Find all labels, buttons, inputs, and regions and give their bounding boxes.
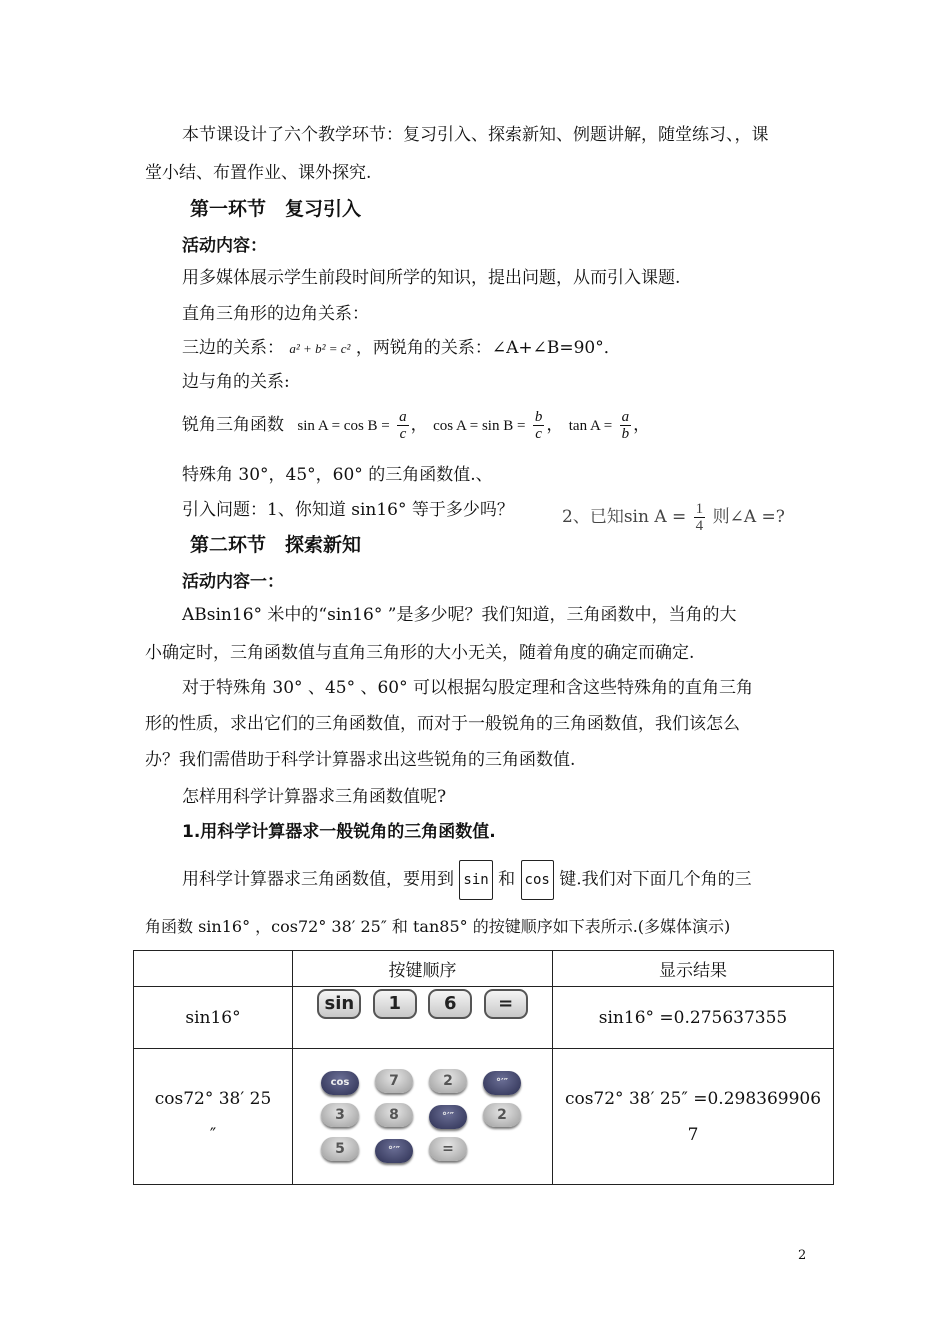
question2-suffix: 则∠A =? [712, 507, 785, 527]
equals-key: = [429, 1137, 467, 1161]
question2-numerator: 1 [695, 501, 704, 517]
row1-expression: sin16° [134, 987, 293, 1049]
question2-denominator: 4 [695, 518, 704, 534]
sides-label: 三边的关系： [182, 338, 284, 358]
section2-p2-line3: 办？我们需借助于科学计算器求出这些锐角的三角函数值. [145, 750, 576, 770]
intro-line-1: 本节课设计了六个教学环节：复习引入、探索新知、例题讲解，随堂练习、，课 [182, 125, 769, 145]
keys-sentence [182, 860, 752, 900]
digit-3-key: 3 [321, 1103, 359, 1127]
relations-heading: 直角三角形的边角关系： [182, 304, 369, 324]
row2-result-line1: cos72° 38′ 25″ =0.298369906 [564, 1088, 822, 1109]
section2-question: 怎样用科学计算器求三角函数值呢? [182, 787, 447, 807]
question2-fraction [694, 501, 706, 534]
intro-line-2: 堂小结、布置作业、课外探究. [145, 163, 372, 183]
sin-numerator: a [399, 409, 407, 425]
section2-subheading: 1.用科学计算器求一般锐角的三角函数值. [182, 822, 496, 842]
section2-p2-line1: 对于特殊角 30° 、45° 、60° 可以根据勾股定理和含这些特殊角的直角三角 [182, 678, 754, 698]
keys-line-2: 角函数 sin16° ，cos72° 38′ 25″ 和 tan85° 的按键顺序如下表所示.(多媒体演示) [145, 917, 731, 936]
row2-expression-line2: ″ [209, 1124, 217, 1145]
pythagorean-formula: a² + b² = c² [289, 341, 351, 356]
section1-title: 第一环节 复习引入 [190, 198, 362, 220]
row2-keys-row1 [313, 1065, 552, 1099]
tan-numerator: a [621, 409, 630, 425]
digit-1-key: 1 [373, 989, 417, 1019]
section2-p1-line2: 小确定时，三角函数值与直角三角形的大小无关，随着角度的确定而确定. [145, 643, 695, 663]
keys-text-b: 键.我们对下面几个角的三 [559, 869, 752, 890]
degree-minute-second-key: °′″ [429, 1105, 467, 1129]
degree-minute-second-key: °′″ [483, 1071, 521, 1095]
digit-7-key: 7 [375, 1069, 413, 1093]
sin-definition: sin A = cos B = [297, 418, 390, 434]
row2-keys [293, 1049, 553, 1185]
section2-activity-label: 活动内容一： [182, 572, 284, 592]
row1-result: sin16° =0.275637355 [553, 987, 834, 1049]
keys-text-a: 用科学计算器求三角函数值，要用到 [182, 869, 454, 890]
cos-denominator: c [535, 426, 542, 442]
cos-fraction [533, 409, 545, 442]
row1-keys [293, 987, 553, 1049]
tan-denominator: b [621, 426, 630, 442]
row2-result-line2: 7 [687, 1124, 699, 1145]
digit-8-key: 8 [375, 1103, 413, 1127]
question-1: 引入问题：1、你知道 sin16° 等于多少吗？ [182, 500, 514, 520]
angles-relation: ，两锐角的关系：∠A+∠B=90°． [355, 338, 621, 358]
tan-definition: tan A = [568, 418, 613, 434]
cos-key-button: cos [321, 1071, 359, 1095]
side-angle-heading: 边与角的关系: [182, 372, 290, 392]
digit-6-key: 6 [428, 989, 472, 1019]
cos-definition: cos A = sin B = [433, 418, 526, 434]
sides-relation [182, 340, 621, 357]
special-angles: 特殊角 30°，45°，60° 的三角函数值.、 [182, 465, 493, 485]
digit-2-key: 2 [483, 1103, 521, 1127]
row2-expression-line1: cos72° 38′ 25 [154, 1088, 272, 1109]
cos-key: cos [521, 860, 554, 900]
table-row [134, 987, 834, 1049]
sin-denominator: c [399, 426, 407, 442]
sin-fraction [397, 409, 409, 442]
trig-label: 锐角三角函数 [182, 415, 284, 435]
equals-key: = [484, 989, 528, 1019]
table-row [134, 1049, 834, 1185]
question2-prefix: 2、已知sin A = [562, 507, 687, 527]
section2-title: 第二环节 探索新知 [190, 534, 362, 556]
page-number: 2 [798, 1248, 807, 1263]
section2-p1-line1: ABsin16° 米中的“sin16° ”是多少呢？我们知道，三角函数中，当角的大 [182, 605, 737, 625]
tan-fraction [620, 409, 632, 442]
sin-key-button: sin [317, 989, 361, 1019]
row2-result [553, 1049, 834, 1185]
digit-2-key: 2 [429, 1069, 467, 1093]
section1-intro: 用多媒体展示学生前段时间所学的知识，提出问题，从而引入课题. [182, 268, 681, 288]
key-sequence-table [133, 950, 834, 1185]
table-header-result: 显示结果 [553, 951, 834, 987]
sin-key: sin [459, 860, 492, 900]
row2-expression [134, 1049, 293, 1185]
keys-text-and: 和 [498, 869, 516, 890]
section1-activity-label: 活动内容： [182, 236, 267, 256]
section2-p2-line2: 形的性质，求出它们的三角函数值，而对于一般锐角的三角函数值，我们该怎么 [145, 714, 740, 734]
row2-keys-row3 [313, 1133, 552, 1167]
trig-definitions: 锐角三角函数 sin A = cos B = $\frac{a}{c}$ ， cos A = sin B = $\frac{b}{c}$ ， tan A = $\frac{a}{b}$ ， [182, 409, 651, 442]
table-header-keys: 按键顺序 [293, 951, 553, 987]
digit-5-key: 5 [321, 1137, 359, 1161]
question-2 [562, 500, 785, 534]
table-header-expression [134, 951, 293, 987]
cos-numerator: b [534, 409, 543, 425]
degree-minute-second-key: °′″ [375, 1139, 413, 1163]
row2-keys-row2 [313, 1099, 552, 1133]
